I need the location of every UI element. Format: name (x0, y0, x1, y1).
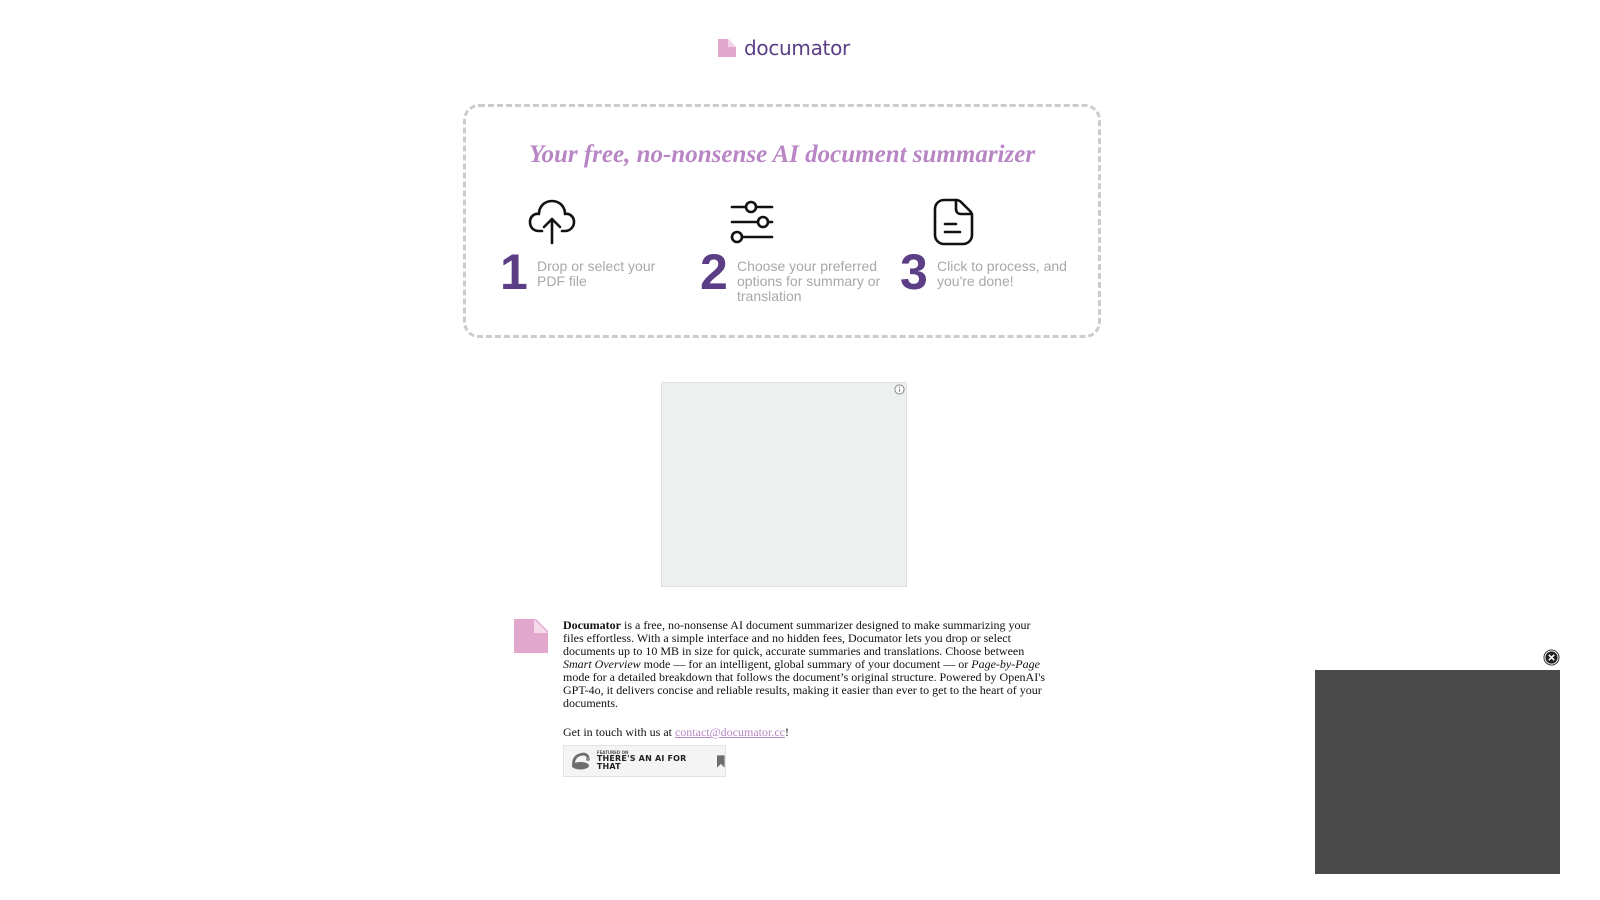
advertisement-slot[interactable] (661, 382, 907, 587)
step-number: 3 (900, 244, 928, 300)
contact-prefix: Get in touch with us at (563, 725, 675, 739)
about-text: mode for a detailed breakdown that follows the document’s original structure. Powered by OpenAI's GPT-4o, it delivers concise and reliable results, making it easier than ever to get to the heart of your documents. (563, 670, 1046, 710)
mode-smart-overview: Smart Overview (563, 657, 641, 671)
badge-text (597, 751, 708, 771)
badge-big-text: THERE'S AN AI FOR THAT (596, 754, 687, 771)
page-headline: Your free, no-nonsense AI document summarizer (528, 141, 1036, 168)
step-3 (900, 197, 1090, 307)
sliders-icon (728, 197, 776, 247)
step-number: 2 (700, 244, 728, 300)
about-text: mode — for an intelligent, global summary of your document — or (640, 657, 972, 671)
site-logo[interactable] (718, 36, 850, 60)
step-description: Drop or select your PDF file (537, 258, 656, 289)
document-logo-icon (514, 619, 548, 653)
about-section (563, 619, 1053, 739)
mode-page-by-page: Page-by-Page (971, 657, 1040, 671)
step-number: 1 (500, 244, 528, 300)
brand-name: Documator (563, 618, 621, 632)
about-text: is a free, no-nonsense AI document summarizer designed to make summarizing your files effortless. With a simple interface and no hidden fees, Documator lets you drop or select documents up to 10 MB in size for quick, accurate summaries and translations. Choose between (563, 618, 1031, 658)
robot-arm-icon (570, 750, 591, 772)
featured-badge[interactable] (563, 745, 726, 777)
bookmark-icon (717, 755, 725, 768)
badge-small-text: FEATURED ON (596, 750, 629, 755)
document-icon (930, 197, 978, 247)
video-ad-player[interactable] (1315, 670, 1560, 874)
close-icon[interactable] (1543, 649, 1560, 666)
step-1 (500, 197, 690, 307)
file-dropzone[interactable] (463, 104, 1101, 338)
step-description: Click to process, and you're done! (937, 258, 1067, 289)
contact-line (563, 726, 1053, 739)
about-description (563, 619, 1053, 710)
ad-info-icon[interactable] (894, 384, 905, 395)
contact-email-link[interactable]: contact@documator.cc (674, 725, 785, 739)
step-2 (700, 197, 890, 307)
document-logo-icon (718, 39, 736, 57)
step-description: Choose your preferred options for summary or translation (737, 258, 881, 304)
logo-text: documator (744, 36, 850, 60)
cloud-upload-icon (528, 197, 576, 247)
contact-suffix: ! (785, 725, 789, 739)
